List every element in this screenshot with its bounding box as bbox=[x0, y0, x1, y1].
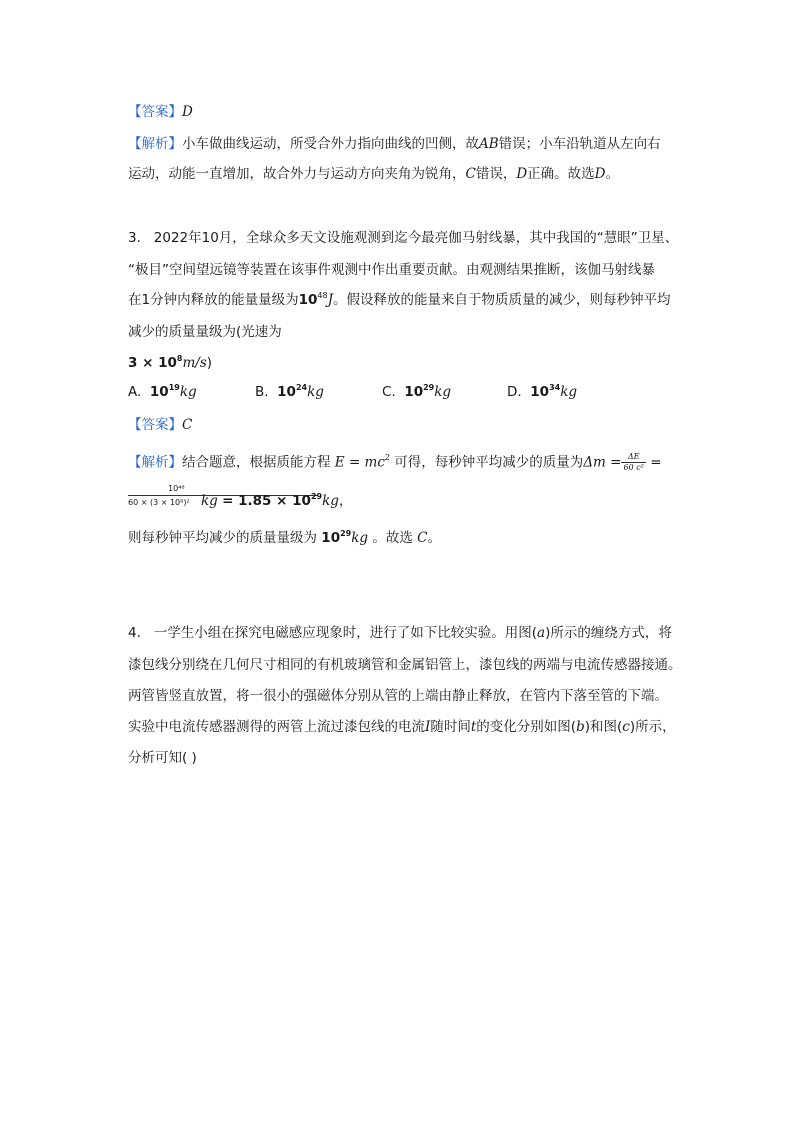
question-text: 两管皆竖直放置，将一很小的强磁体分别从管的上端由静止释放，在管内下落至管的下端。 bbox=[128, 688, 668, 704]
math: t bbox=[470, 719, 477, 735]
option-label: A. bbox=[128, 384, 142, 400]
question-text: 减少的质量量级为(光速为 bbox=[128, 324, 282, 340]
math-exponent: 8 bbox=[176, 353, 183, 363]
math: = bbox=[650, 454, 662, 471]
math-exponent: 29 bbox=[310, 491, 323, 501]
fraction-denominator: 60 c² bbox=[623, 463, 644, 472]
math-unit: kg bbox=[179, 384, 197, 400]
math-exponent: 19 bbox=[168, 382, 180, 392]
question-text: “极目”空间望远镜等装置在该事件观测中作出重要贡献。由观测结果推断，该伽马射线暴 bbox=[128, 262, 655, 278]
math: I bbox=[425, 719, 431, 735]
question-text: 2022年10月，全球众多天文设施观测到迄今最亮伽马射线暴，其中我国的“慧眼”卫星、 bbox=[153, 230, 679, 246]
math-exponent: 29 bbox=[423, 382, 435, 392]
question-text: )所示的缠绕方式，将 bbox=[545, 625, 672, 641]
analysis-tag: 【解析】 bbox=[128, 454, 182, 471]
analysis-text: 运动，动能一直增加，故合外力与运动方向夹角为锐角， bbox=[128, 166, 466, 182]
q3-analysis-line-3 bbox=[128, 529, 441, 547]
question-text: 在1分钟内释放的能量量级为 bbox=[128, 292, 299, 308]
math-unit: J bbox=[327, 292, 333, 308]
option-ref: C bbox=[465, 166, 476, 182]
math-exponent: 34 bbox=[549, 382, 561, 392]
q4-line-1 bbox=[128, 624, 672, 642]
analysis-text: 则每秒钟平均减少的质量量级为 bbox=[128, 530, 317, 546]
question-number: 4. bbox=[128, 625, 141, 641]
question-text: 分析可知( ) bbox=[128, 750, 197, 766]
fraction-denominator: 60 × (3 × 10⁸)² bbox=[128, 498, 190, 507]
q4-line-2 bbox=[128, 656, 682, 674]
question-text: 实验中电流传感器测得的两管上流过漆包线的电流 bbox=[128, 719, 425, 735]
question-text: 一学生小组在探究电磁感应现象时，进行了如下比较实验。用图( bbox=[153, 625, 538, 641]
fraction-numerator: ΔE bbox=[621, 452, 645, 463]
math: 3 × 10 bbox=[128, 355, 177, 371]
q3-line-5 bbox=[128, 354, 212, 372]
prev-analysis-line-2 bbox=[128, 165, 619, 183]
q4-line-4 bbox=[128, 718, 676, 736]
q3-line-2 bbox=[128, 261, 655, 279]
q3-line-1 bbox=[128, 229, 678, 247]
math-unit: kg bbox=[322, 493, 339, 509]
answer-tag: 【答案】 bbox=[128, 104, 182, 120]
question-text: ) bbox=[206, 355, 213, 371]
analysis-text: 。 bbox=[605, 166, 619, 182]
math: 10 bbox=[298, 292, 318, 308]
fraction-numerator: 10⁴⁸ bbox=[168, 484, 185, 493]
answer-tag: 【答案】 bbox=[128, 417, 182, 433]
question-number: 3. bbox=[128, 230, 141, 246]
figure-ref: a bbox=[537, 625, 546, 641]
figure-ref: b bbox=[576, 719, 585, 735]
q3-answer-line bbox=[128, 416, 192, 434]
math-exponent: 24 bbox=[295, 382, 308, 392]
math: 10 bbox=[404, 384, 424, 400]
question-text: 漆包线分别绕在几何尺寸相同的有机玻璃管和金属铝管上，漆包线的两端与电流传感器接通。 bbox=[128, 657, 682, 673]
math-unit: kg bbox=[434, 384, 452, 400]
math: 10 bbox=[277, 384, 296, 400]
analysis-tag: 【解析】 bbox=[128, 136, 182, 152]
math: 10 bbox=[321, 530, 341, 546]
option-ref: AB bbox=[479, 136, 499, 152]
q3-analysis-line-1 bbox=[128, 452, 662, 473]
q3-line-4 bbox=[128, 323, 282, 341]
option-label: C. bbox=[382, 384, 396, 400]
math-exponent: 2 bbox=[384, 453, 391, 462]
prev-analysis-line-1 bbox=[128, 135, 661, 153]
question-text: )所示， bbox=[629, 719, 676, 735]
q4-line-5 bbox=[128, 749, 197, 767]
fraction bbox=[621, 452, 645, 473]
option-ref: C bbox=[417, 530, 428, 546]
math-unit: kg bbox=[307, 384, 324, 400]
analysis-text: 。 bbox=[427, 530, 441, 546]
question-text: )和图( bbox=[584, 719, 623, 735]
math: Δm = bbox=[583, 454, 622, 471]
analysis-text: 错误；小车沿轨道从左向右 bbox=[498, 136, 661, 152]
q4-line-3 bbox=[128, 687, 668, 705]
figure-ref: c bbox=[622, 719, 630, 735]
analysis-text: 可得，每秒钟平均减少的质量为 bbox=[394, 454, 584, 471]
math-exponent: 48 bbox=[317, 290, 328, 300]
math-unit: m/s bbox=[182, 355, 207, 371]
q3-line-3 bbox=[128, 291, 671, 309]
question-text: 随时间 bbox=[430, 719, 471, 735]
analysis-text: 小车做曲线运动，所受合外力指向曲线的凹侧，故 bbox=[182, 136, 479, 152]
analysis-text: 正确。故选 bbox=[527, 166, 595, 182]
math-unit: kg bbox=[351, 530, 369, 546]
math: 10 bbox=[149, 384, 169, 400]
math-exponent: 29 bbox=[340, 528, 352, 538]
analysis-text: ， bbox=[338, 493, 353, 509]
option-d[interactable] bbox=[507, 384, 577, 400]
analysis-text: 结合题意，根据质能方程 bbox=[182, 454, 331, 471]
option-a[interactable] bbox=[128, 384, 197, 400]
option-label: B. bbox=[255, 384, 269, 400]
math: = 1.85 × 10 bbox=[222, 493, 311, 509]
option-ref: D bbox=[516, 166, 528, 182]
question-text: 的变化分别如图( bbox=[476, 719, 577, 735]
answer-value: C bbox=[182, 417, 193, 433]
analysis-text: 错误， bbox=[475, 166, 517, 182]
option-c[interactable] bbox=[382, 384, 451, 400]
prev-answer-line bbox=[128, 103, 193, 121]
analysis-text: 。故选 bbox=[372, 530, 413, 546]
option-label: D. bbox=[507, 384, 522, 400]
math: E = mc bbox=[334, 454, 385, 471]
answer-value: D bbox=[182, 104, 193, 120]
option-b[interactable] bbox=[255, 384, 324, 400]
question-text: 。假设释放的能量来自于物质质量的减少，则每秒钟平均 bbox=[333, 292, 671, 308]
math: 10 bbox=[530, 384, 550, 400]
option-ref: D bbox=[594, 166, 606, 182]
math-unit: kg bbox=[560, 384, 578, 400]
q3-analysis-line-2 bbox=[201, 492, 352, 510]
math-unit: kg bbox=[201, 493, 218, 509]
